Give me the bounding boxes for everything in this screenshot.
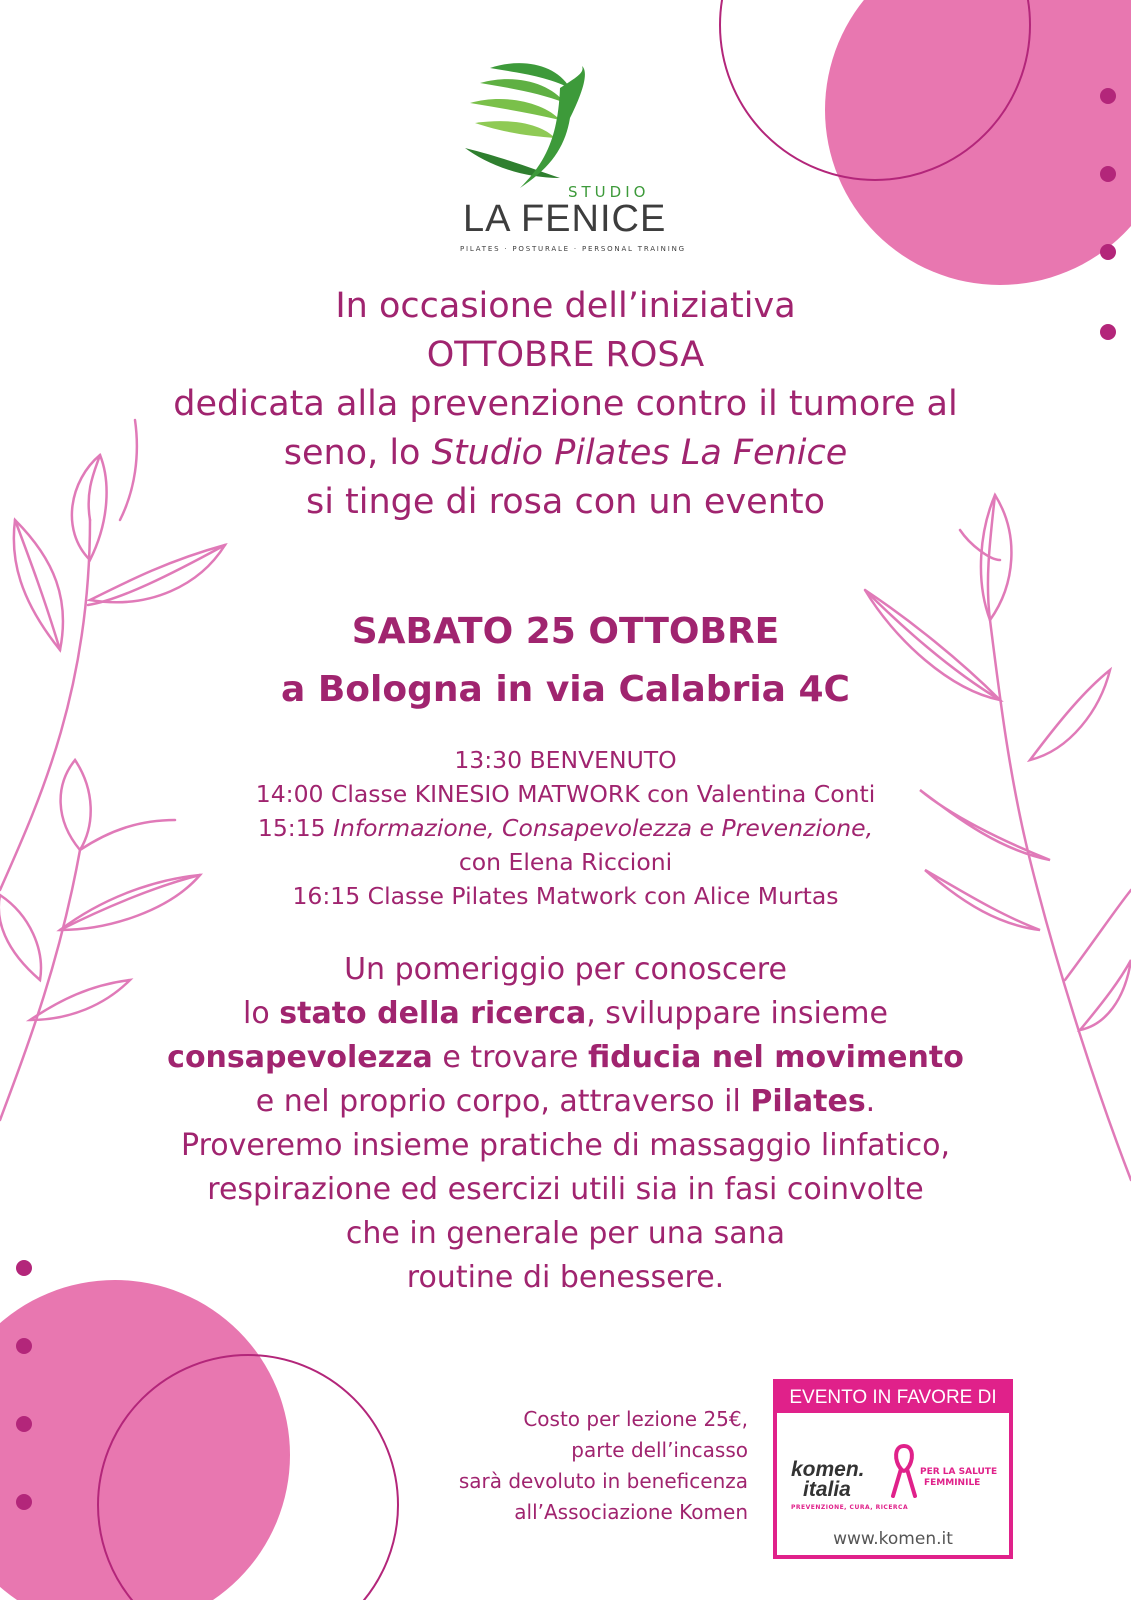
description-line bbox=[0, 1036, 1131, 1080]
cost-line: sarà devoluto in beneficenza bbox=[458, 1469, 748, 1493]
description-part: e nel proprio corpo, attraverso il bbox=[255, 1084, 751, 1119]
description-line: routine di benessere. bbox=[406, 1260, 725, 1295]
description-bold: Pilates bbox=[750, 1084, 866, 1119]
schedule-time: 15:15 bbox=[257, 814, 334, 842]
komen-tag-line: FEMMINILE bbox=[924, 1478, 981, 1488]
schedule-item bbox=[0, 811, 1131, 845]
intro-line: In occasione dell’iniziativa bbox=[335, 286, 796, 326]
description-line bbox=[0, 1080, 1131, 1124]
description-bold: stato della ricerca bbox=[279, 996, 587, 1031]
studio-logo bbox=[440, 58, 686, 258]
komen-subtitle: PREVENZIONE, CURA, RICERCA bbox=[791, 1504, 909, 1511]
top-right-pink-circle bbox=[825, 0, 1131, 285]
komen-name-line: italia bbox=[803, 1478, 851, 1501]
schedule-item: 16:15 Classe Pilates Matwork con Alice Murtas bbox=[292, 882, 839, 910]
description-part: e trovare bbox=[432, 1040, 588, 1075]
schedule-item: 13:30 BENVENUTO bbox=[454, 746, 677, 774]
dot bbox=[1100, 166, 1116, 182]
description bbox=[0, 948, 1131, 1300]
event-location: a Bologna in via Calabria 4C bbox=[281, 669, 850, 710]
description-part: lo bbox=[243, 996, 280, 1031]
intro-line bbox=[0, 429, 1131, 478]
dot bbox=[16, 1416, 32, 1432]
komen-tag-line: PER LA SALUTE bbox=[920, 1467, 998, 1477]
cost-line: all’Associazione Komen bbox=[514, 1500, 748, 1524]
schedule bbox=[0, 743, 1131, 913]
schedule-item: con Elena Riccioni bbox=[458, 848, 673, 876]
dot bbox=[1100, 88, 1116, 104]
komen-logo-text bbox=[791, 1460, 865, 1500]
description-bold: consapevolezza bbox=[167, 1040, 433, 1075]
description-line: respirazione ed esercizi utili sia in fasi coinvolte bbox=[207, 1172, 924, 1207]
intro-line: OTTOBRE ROSA bbox=[426, 335, 705, 375]
dot bbox=[1100, 244, 1116, 260]
intro-line: dedicata alla prevenzione contro il tumore al bbox=[173, 384, 958, 424]
description-part: , sviluppare insieme bbox=[586, 996, 888, 1031]
bottom-left-pink-circle bbox=[0, 1280, 290, 1600]
cost-info bbox=[459, 1404, 748, 1528]
schedule-title-italic: Informazione, Consapevolezza e Prevenzione, bbox=[333, 814, 874, 842]
komen-name-line: komen. bbox=[791, 1458, 865, 1481]
komen-header: EVENTO IN FAVORE DI bbox=[777, 1383, 1009, 1413]
pink-ribbon-icon bbox=[889, 1441, 919, 1501]
description-bold: fiducia nel movimento bbox=[587, 1040, 964, 1075]
phoenix-icon bbox=[450, 58, 600, 198]
event-date: SABATO 25 OTTOBRE bbox=[351, 611, 780, 652]
description-line bbox=[0, 992, 1131, 1036]
description-line: Proveremo insieme pratiche di massaggio linfatico, bbox=[181, 1128, 950, 1163]
dot bbox=[16, 1494, 32, 1510]
description-part: . bbox=[865, 1084, 876, 1119]
cost-line: Costo per lezione 25€, bbox=[523, 1407, 748, 1431]
intro-text bbox=[0, 282, 1131, 527]
logo-name-text: LA FENICE bbox=[463, 198, 667, 240]
logo-studio-text: STUDIO bbox=[568, 183, 650, 201]
komen-sponsor-box bbox=[773, 1379, 1013, 1559]
komen-tagline bbox=[920, 1467, 997, 1489]
logo-tagline: PILATES · POSTURALE · PERSONAL TRAINING bbox=[460, 245, 686, 253]
intro-text-part: seno, lo bbox=[283, 433, 432, 473]
intro-line: si tinge di rosa con un evento bbox=[305, 482, 826, 522]
cost-line: parte dell’incasso bbox=[571, 1438, 748, 1462]
studio-name-italic: Studio Pilates La Fenice bbox=[431, 433, 848, 473]
description-line: Un pomeriggio per conoscere bbox=[344, 952, 787, 987]
schedule-item: 14:00 Classe KINESIO MATWORK con Valentina Conti bbox=[255, 780, 876, 808]
event-details bbox=[0, 603, 1131, 719]
komen-website: www.komen.it bbox=[833, 1529, 953, 1549]
description-line: che in generale per una sana bbox=[345, 1216, 786, 1251]
dot bbox=[16, 1338, 32, 1354]
